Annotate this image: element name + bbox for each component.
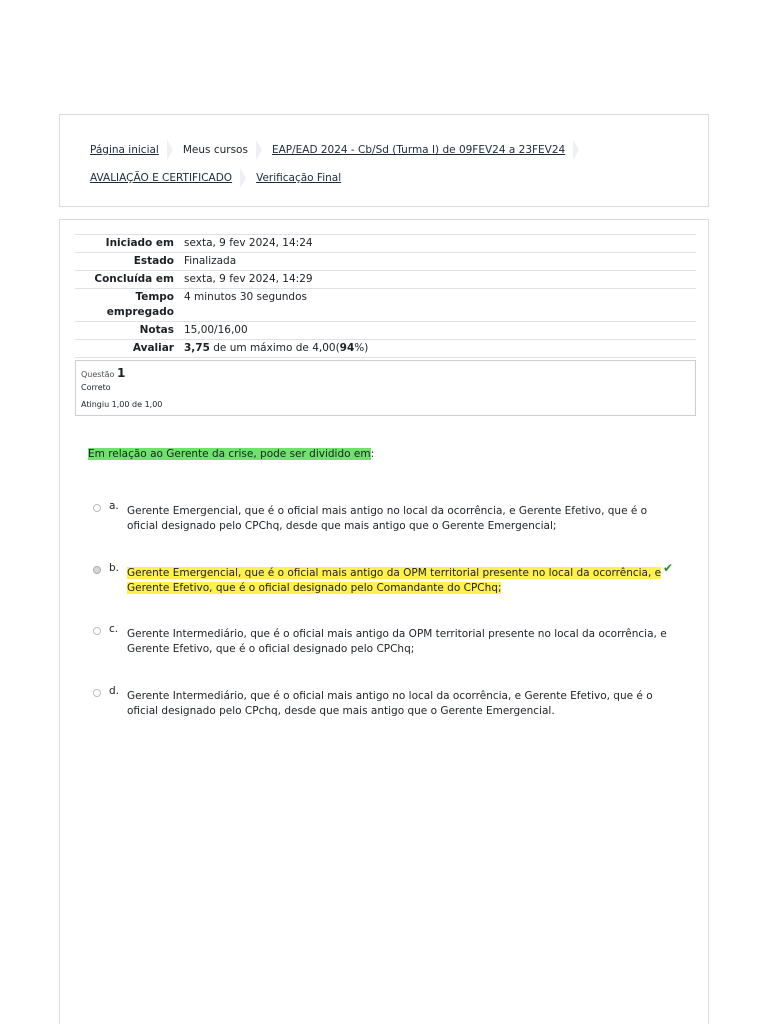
question-label: Questão [81,370,115,379]
grade-value [184,340,696,358]
summary-row-started [75,235,696,253]
summary-row-completed [75,271,696,289]
answer-letter: b. [109,562,120,574]
summary-row-marks [75,322,696,340]
radio-button-selected[interactable] [93,566,101,574]
breadcrumb-section-link[interactable]: AVALIAÇÃO E CERTIFICADO [90,172,233,184]
summary-row-grade [75,340,696,358]
answer-letter: d. [109,685,120,697]
breadcrumb-separator-icon [256,140,262,160]
summary-row-time [75,289,696,322]
answer-text: Gerente Emergencial, que é o oficial mais antigo no local da ocorrência, e Gerente Efetivo, que é o oficial designado pelo CPChq, desde que mais antigo que o Gerente Emergencial; [127,505,648,532]
time-label-line-2: empregado [106,306,174,318]
breadcrumb-row-1 [90,140,589,160]
question-info [75,360,696,416]
attempt-summary-table [75,234,696,358]
marks-label: Notas [75,322,184,340]
answer-text [127,566,677,596]
grade-score: 3,75 [184,342,210,354]
grade-max-text: de um máximo de 4,00( [209,342,340,354]
started-label: Iniciado em [75,235,184,253]
breadcrumb-activity-link[interactable]: Verificação Final [256,172,342,184]
question-number [81,366,125,380]
answer-text: Gerente Intermediário, que é o oficial mais antigo no local da ocorrência, e Gerente Efetivo, que é o oficial designado pelo CPchq, desde que mais antigo que o Gerente Emergencial. [127,690,653,717]
grade-percent-suffix: %) [354,342,369,354]
answer-letter: a. [109,500,119,512]
answer-text: Gerente Intermediário, que é o oficial mais antigo da OPM territorial presente no local da ocorrência, e Gerente Efetivo, que é o oficial designado pelo CPChq; [127,628,667,655]
question-text-end: : [370,448,375,460]
breadcrumb-home-link[interactable]: Página inicial [90,144,159,156]
grade-percent: 94 [339,342,355,354]
completed-label: Concluída em [75,271,184,289]
grade-label: Avaliar [75,340,184,358]
summary-row-state [75,253,696,271]
breadcrumb-separator-icon [167,140,173,160]
question-state: Correto [81,383,111,392]
breadcrumb-row-2 [90,168,341,188]
question-text-highlighted: Em relação ao Gerente da crise, pode ser dividido em [88,448,371,460]
answer-letter: c. [109,623,119,635]
question-grade: Atingiu 1,00 de 1,00 [81,400,163,409]
marks-value: 15,00/16,00 [184,322,696,340]
started-value: sexta, 9 fev 2024, 14:24 [184,235,696,253]
answer-text-highlighted: Gerente Emergencial, que é o oficial mais antigo da OPM territorial presente no local da ocorrência, e Gerente Efetivo, que é o oficial designado pelo Comandante do CPChq; [127,567,662,594]
question-num: 1 [116,366,126,380]
time-label [75,289,184,322]
question-text [88,448,374,460]
time-value: 4 minutos 30 segundos [184,289,696,322]
completed-value: sexta, 9 fev 2024, 14:29 [184,271,696,289]
quiz-review [59,219,709,1024]
radio-button[interactable] [93,689,101,697]
time-label-line-1: Tempo [135,291,174,303]
check-icon: ✔ [663,561,674,575]
breadcrumb-separator-icon [240,168,246,188]
radio-button[interactable] [93,504,101,512]
breadcrumb [59,114,709,207]
breadcrumb-course-link[interactable]: EAP/EAD 2024 - Cb/Sd (Turma I) de 09FEV24 a 23FEV24 [271,144,566,156]
state-label: Estado [75,253,184,271]
state-value: Finalizada [184,253,696,271]
breadcrumb-separator-icon [573,140,579,160]
radio-button[interactable] [93,627,101,635]
breadcrumb-my-courses: Meus cursos [182,144,248,156]
